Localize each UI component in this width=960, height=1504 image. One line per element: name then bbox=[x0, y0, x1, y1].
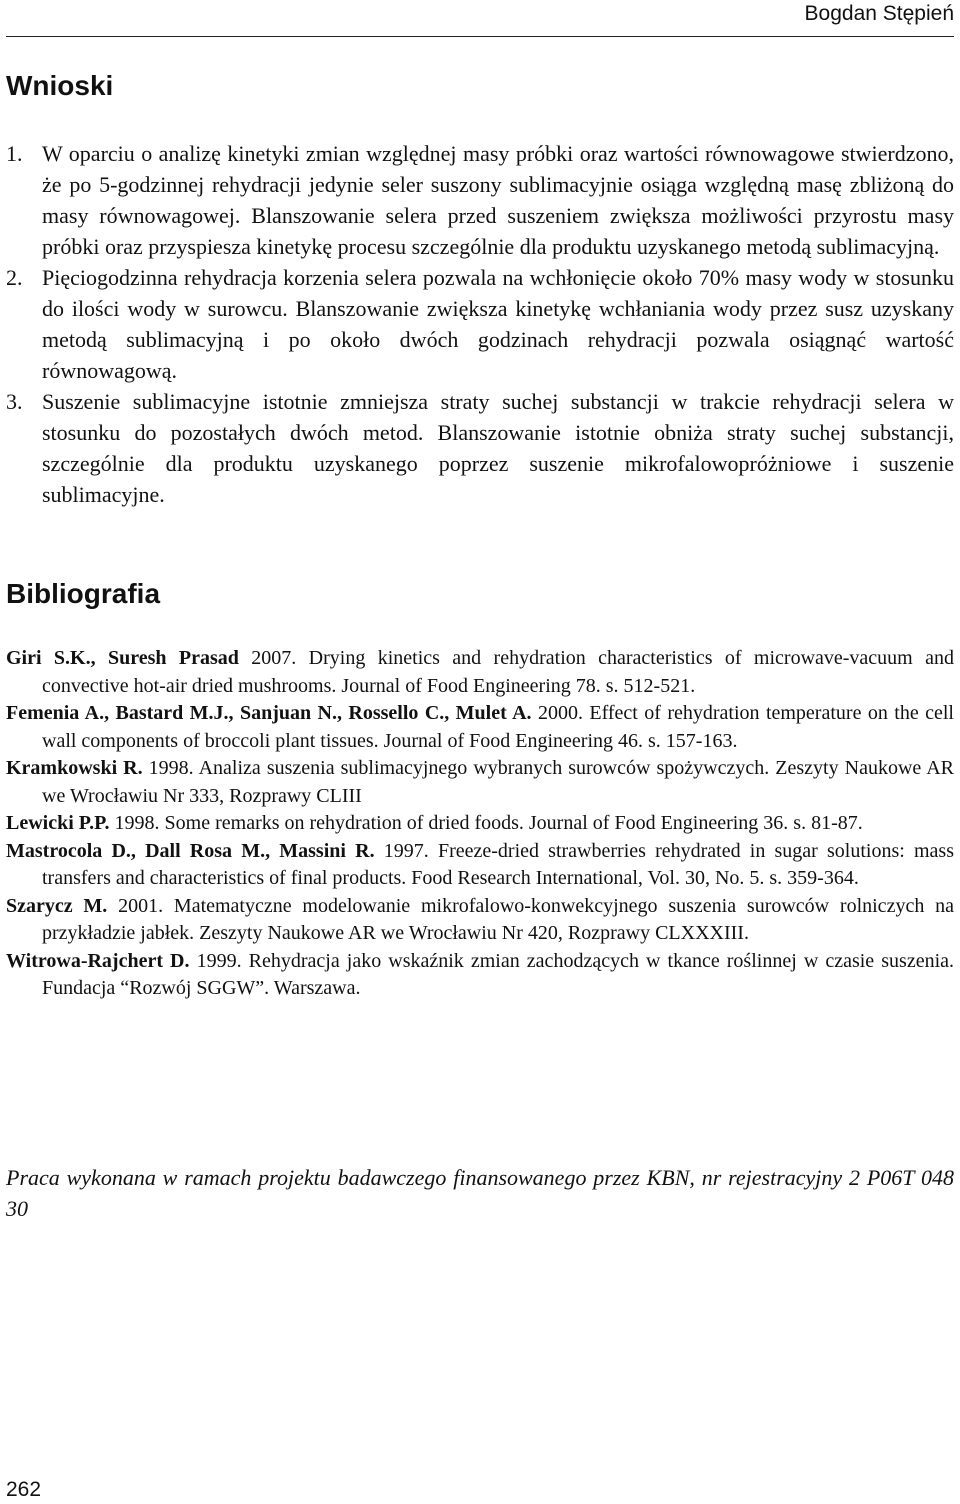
reference-entry bbox=[6, 893, 954, 948]
funding-note: Praca wykonana w ramach projektu badawczego finansowanego przez KBN, nr rejestracyjny 2 P06T 048 30 bbox=[6, 1165, 954, 1221]
reference-entry bbox=[6, 948, 954, 1003]
bibliography-heading: Bibliografia bbox=[6, 578, 161, 609]
reference-entry bbox=[6, 645, 954, 700]
reference-authors: Giri S.K., Suresh Prasad bbox=[6, 647, 239, 669]
header-divider bbox=[6, 36, 954, 37]
reference-entry bbox=[6, 755, 954, 810]
reference-details: 1998. Some remarks on rehydration of dried foods. Journal of Food Engineering 36. s. 81-87. bbox=[109, 812, 863, 834]
reference-details: 2001. Matematyczne modelowanie mikrofalowo-konwekcyjnego suszenia surowców rolniczych na przykładzie jabłek. Zeszyty Naukowe AR we Wrocławiu Nr 420, Rozprawy CLXXXIII. bbox=[42, 894, 954, 944]
conclusion-text: Suszenie sublimacyjne istotnie zmniejsza straty suchej substancji w trakcie rehydracji selera w stosunku do pozostałych dwóch metod. Blanszowanie istotnie obniża straty suchej substancji, szczególnie dla produktu uzyskanego poprzez suszenie mikrofalowopróżniowe i suszenie sublimacyjne. bbox=[42, 389, 954, 507]
conclusion-number: 3. bbox=[6, 389, 23, 414]
conclusions-list bbox=[6, 138, 954, 510]
reference-authors: Mastrocola D., Dall Rosa M., Massini R. bbox=[6, 839, 375, 862]
reference-list bbox=[6, 645, 954, 1003]
conclusion-item bbox=[6, 262, 954, 386]
reference-entry bbox=[6, 810, 954, 838]
conclusion-item bbox=[6, 138, 954, 262]
reference-details: 1999. Rehydracja jako wskaźnik zmian zachodzących w tkance roślinnej w czasie suszenia. Fundacja “Rozwój SGGW”. Warszawa. bbox=[42, 949, 955, 999]
reference-details: 1998. Analiza suszenia sublimacyjnego wybranych surowców spożywczych. Zeszyty Naukowe AR we Wrocławiu Nr 333, Rozprawy CLIII bbox=[42, 757, 954, 807]
conclusions-heading: Wnioski bbox=[6, 70, 114, 101]
page-number: 262 bbox=[6, 1478, 42, 1501]
reference-authors: Szarycz M. bbox=[6, 894, 108, 917]
conclusion-number: 1. bbox=[6, 141, 23, 166]
conclusion-text: Pięciogodzinna rehydracja korzenia selera pozwala na wchłonięcie około 70% masy wody w stosunku do ilości wody w surowcu. Blanszowanie zwiększa kinetykę wchłaniania wody przez susz uzyskany metodą sublimacyjną i po około dwóch godzinach rehydracji pozwala osiągnąć wartość równowagową. bbox=[42, 265, 954, 383]
reference-authors: Femenia A., Bastard M.J., Sanjuan N., Rossello C., Mulet A. bbox=[6, 702, 532, 724]
reference-details: 1997. Freeze-dried strawberries rehydrated in sugar solutions: mass transfers and characteristics of final products. Food Research International, Vol. 30, No. 5. s. 359-364. bbox=[42, 839, 954, 889]
conclusion-item bbox=[6, 386, 954, 510]
reference-details: 2000. Effect of rehydration temperature on the cell wall components of broccoli plant tissues. Journal of Food Engineering 46. s. 157-163. bbox=[42, 702, 954, 752]
conclusion-number: 2. bbox=[6, 265, 23, 290]
reference-entry bbox=[6, 700, 954, 755]
reference-entry bbox=[6, 838, 954, 893]
reference-authors: Lewicki P.P. bbox=[6, 812, 110, 834]
reference-details: 2007. Drying kinetics and rehydration characteristics of microwave-vacuum and convective hot-air dried mushrooms. Journal of Food Engineering 78. s. 512-521. bbox=[42, 647, 954, 697]
conclusion-text: W oparciu o analizę kinetyki zmian względnej masy próbki oraz wartości równowagowe stwierdzono, że po 5-godzinnej rehydracji jedynie seler suszony sublimacyjnie osiąga względną masę zbliżoną do masy równowagowej. Blanszowanie selera przed suszeniem zwiększa możliwości przyrostu masy próbki oraz przyspiesza kinetykę procesu szczególnie dla produktu uzyskanego metodą sublimacyjną. bbox=[42, 141, 954, 259]
reference-authors: Witrowa-Rajchert D. bbox=[6, 949, 190, 972]
reference-authors: Kramkowski R. bbox=[6, 757, 143, 779]
header-author: Bogdan Stępień bbox=[804, 2, 954, 25]
